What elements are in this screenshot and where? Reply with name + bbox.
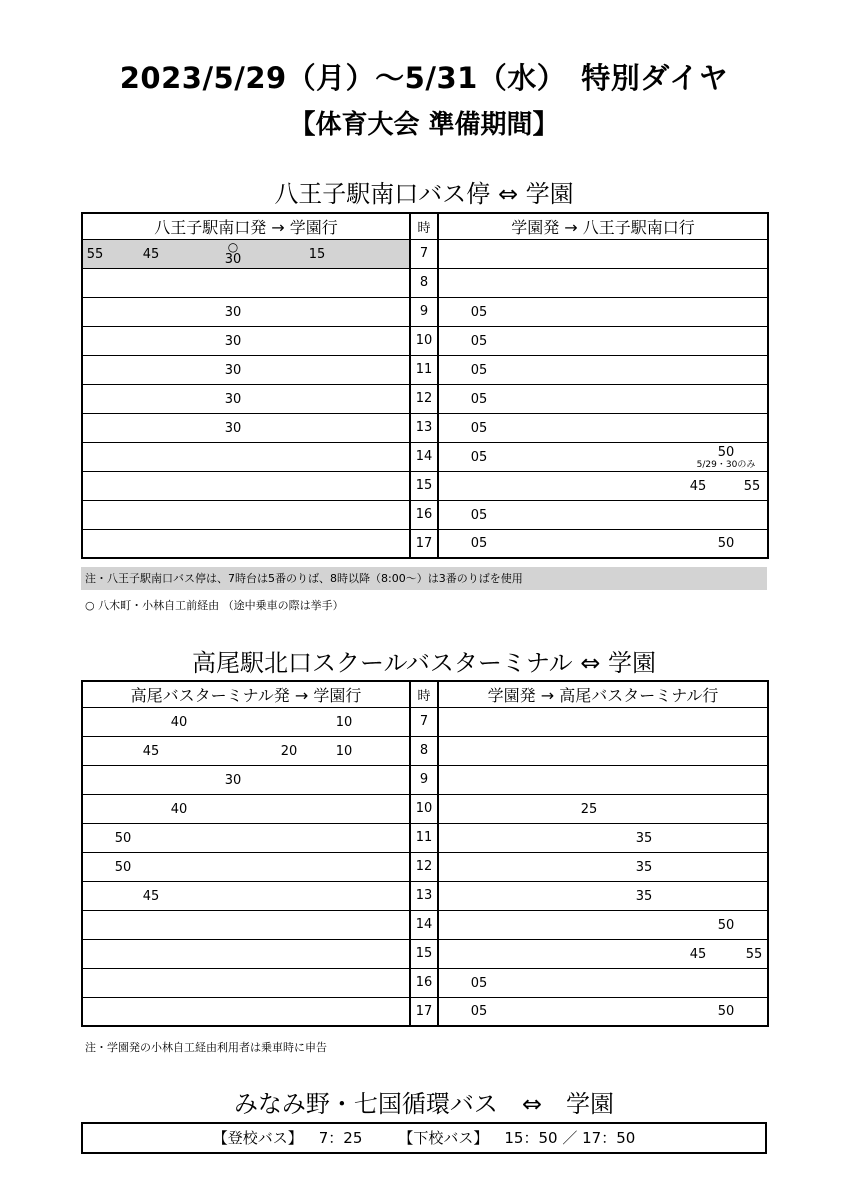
time-minute: 40 xyxy=(170,801,188,817)
inbound-times-cell xyxy=(438,268,768,297)
table-row xyxy=(82,939,768,968)
school-in-label: 【登校バス】 xyxy=(212,1129,303,1147)
section-title-circle-bus: みなみ野・七国循環バス ⇔ 学園 xyxy=(233,1090,615,1118)
table-row xyxy=(82,736,768,765)
time-minute: 15 xyxy=(308,246,326,262)
table-row xyxy=(82,500,768,529)
departure-time xyxy=(636,861,653,874)
departure-time xyxy=(471,977,488,990)
departure-time xyxy=(225,422,242,435)
departure-time xyxy=(471,1005,488,1018)
time-minute: 30 xyxy=(224,251,242,267)
section-title-hachioji: 八王子駅南口バス停 ⇔ 学園 xyxy=(274,180,574,208)
departure-time xyxy=(690,480,707,493)
departure-time xyxy=(336,745,353,758)
inbound-times-cell xyxy=(438,910,768,939)
hour-cell: 10 xyxy=(410,794,438,823)
time-footnote: 5/29・30のみ xyxy=(696,459,756,470)
inbound-times-cell xyxy=(438,384,768,413)
time-minute: 05 xyxy=(470,536,488,552)
circle-bus-times xyxy=(81,1122,767,1154)
hour-cell: 8 xyxy=(410,268,438,297)
outbound-times-cell xyxy=(82,881,410,910)
departure-time xyxy=(336,716,353,729)
right-column-header: 学園発 → 八王子駅南口行 xyxy=(438,213,768,239)
departure-time xyxy=(471,364,488,377)
time-minute: 45 xyxy=(142,246,160,262)
hour-cell: 12 xyxy=(410,384,438,413)
hour-cell: 16 xyxy=(410,968,438,997)
departure-time xyxy=(718,919,735,932)
hour-cell: 9 xyxy=(410,765,438,794)
time-minute: 05 xyxy=(470,449,488,465)
hour-cell: 15 xyxy=(410,939,438,968)
inbound-times-cell xyxy=(438,736,768,765)
departure-time xyxy=(697,446,756,470)
time-minute: 10 xyxy=(335,714,353,730)
inbound-times-cell xyxy=(438,881,768,910)
note-stop-info: 注・八王子駅南口バス停は、7時台は5番のりば、8時以降（8:00～）は3番のりばを使用 xyxy=(81,567,767,590)
inbound-times-cell xyxy=(438,997,768,1026)
hour-cell: 17 xyxy=(410,997,438,1026)
departure-time xyxy=(581,803,598,816)
table-row xyxy=(82,529,768,558)
time-minute: 30 xyxy=(224,420,242,436)
departure-time xyxy=(471,537,488,550)
time-minute: 55 xyxy=(745,946,763,962)
hour-column-header: 時 xyxy=(410,681,438,707)
departure-time xyxy=(225,774,242,787)
table-row xyxy=(82,384,768,413)
inbound-times-cell xyxy=(438,442,768,471)
inbound-times-cell xyxy=(438,794,768,823)
time-minute: 35 xyxy=(635,830,653,846)
time-minute: 30 xyxy=(224,362,242,378)
time-minute: 50 xyxy=(114,859,132,875)
time-minute: 30 xyxy=(224,333,242,349)
inbound-times-cell xyxy=(438,355,768,384)
departure-time xyxy=(87,248,104,261)
departure-time xyxy=(471,306,488,319)
time-minute: 45 xyxy=(142,743,160,759)
table-row xyxy=(82,794,768,823)
outbound-times-cell xyxy=(82,852,410,881)
departure-time xyxy=(718,1005,735,1018)
outbound-times-cell xyxy=(82,765,410,794)
timetable-takao xyxy=(81,680,769,1027)
time-minute: 25 xyxy=(580,801,598,817)
outbound-times-cell xyxy=(82,413,410,442)
page-subtitle: 【体育大会 準備期間】 xyxy=(289,110,559,140)
left-column-header: 高尾バスターミナル発 → 学園行 xyxy=(82,681,410,707)
outbound-times-cell xyxy=(82,736,410,765)
note-kobayashi: 注・学園発の小林自工経由利用者は乗車時に申告 xyxy=(85,1041,327,1054)
left-column-header: 八王子駅南口発 → 学園行 xyxy=(82,213,410,239)
hour-cell: 13 xyxy=(410,413,438,442)
time-minute: 30 xyxy=(224,304,242,320)
outbound-times-cell xyxy=(82,355,410,384)
route-mark-icon: ○ xyxy=(227,239,239,254)
hour-cell: 10 xyxy=(410,326,438,355)
school-out-label: 【下校バス】 xyxy=(398,1129,489,1147)
outbound-times-cell xyxy=(82,326,410,355)
time-minute: 55 xyxy=(743,478,761,494)
outbound-times-cell xyxy=(82,910,410,939)
departure-time xyxy=(636,832,653,845)
outbound-times-cell xyxy=(82,707,410,736)
time-minute: 50 xyxy=(717,536,735,552)
outbound-times-cell xyxy=(82,471,410,500)
departure-time xyxy=(143,745,160,758)
inbound-times-cell xyxy=(438,765,768,794)
time-minute: 35 xyxy=(635,859,653,875)
inbound-times-cell xyxy=(438,823,768,852)
table-row xyxy=(82,471,768,500)
hour-cell: 14 xyxy=(410,442,438,471)
time-minute: 05 xyxy=(470,304,488,320)
departure-time xyxy=(115,861,132,874)
outbound-times-cell xyxy=(82,968,410,997)
inbound-times-cell xyxy=(438,529,768,558)
table-row xyxy=(82,326,768,355)
outbound-times-cell xyxy=(82,794,410,823)
departure-time xyxy=(718,537,735,550)
table-row xyxy=(82,765,768,794)
time-minute: 45 xyxy=(142,888,160,904)
hour-cell: 15 xyxy=(410,471,438,500)
table-row xyxy=(82,239,768,268)
time-minute: 50 xyxy=(717,444,735,460)
time-minute: 10 xyxy=(335,743,353,759)
table-row xyxy=(82,968,768,997)
timetable-hachioji xyxy=(81,212,769,559)
table-row xyxy=(82,707,768,736)
hour-cell: 17 xyxy=(410,529,438,558)
outbound-times-cell xyxy=(82,442,410,471)
departure-time xyxy=(471,451,488,464)
hour-cell: 7 xyxy=(410,707,438,736)
section-title-takao: 高尾駅北口スクールバスターミナル ⇔ 学園 xyxy=(191,649,656,677)
time-minute: 20 xyxy=(280,743,298,759)
departure-time xyxy=(471,393,488,406)
departure-time xyxy=(225,393,242,406)
inbound-times-cell xyxy=(438,239,768,268)
time-minute: 05 xyxy=(470,507,488,523)
departure-time xyxy=(143,890,160,903)
time-minute: 50 xyxy=(114,830,132,846)
departure-time xyxy=(171,716,188,729)
departure-time xyxy=(143,248,160,261)
time-minute: 50 xyxy=(717,917,735,933)
school-out-times: 15：50 ／ 17：50 xyxy=(504,1129,636,1147)
outbound-times-cell xyxy=(82,500,410,529)
table-row xyxy=(82,413,768,442)
time-minute: 30 xyxy=(224,772,242,788)
outbound-times-cell xyxy=(82,297,410,326)
departure-time xyxy=(224,239,242,267)
departure-time xyxy=(636,890,653,903)
table-row xyxy=(82,297,768,326)
time-minute: 05 xyxy=(470,333,488,349)
outbound-times-cell xyxy=(82,529,410,558)
departure-time xyxy=(690,948,707,961)
outbound-times-cell xyxy=(82,268,410,297)
inbound-times-cell xyxy=(438,500,768,529)
hour-column-header: 時 xyxy=(410,213,438,239)
table-row xyxy=(82,881,768,910)
inbound-times-cell xyxy=(438,968,768,997)
departure-time xyxy=(471,335,488,348)
departure-time xyxy=(115,832,132,845)
hour-cell: 8 xyxy=(410,736,438,765)
table-row xyxy=(82,268,768,297)
departure-time xyxy=(225,335,242,348)
hour-cell: 13 xyxy=(410,881,438,910)
time-minute: 05 xyxy=(470,420,488,436)
outbound-times-cell xyxy=(82,939,410,968)
time-minute: 05 xyxy=(470,391,488,407)
departure-time xyxy=(225,306,242,319)
time-minute: 40 xyxy=(170,714,188,730)
departure-time xyxy=(471,422,488,435)
inbound-times-cell xyxy=(438,852,768,881)
table-row xyxy=(82,823,768,852)
time-minute: 55 xyxy=(86,246,104,262)
right-column-header: 学園発 → 高尾バスターミナル行 xyxy=(438,681,768,707)
time-minute: 35 xyxy=(635,888,653,904)
outbound-times-cell xyxy=(82,384,410,413)
departure-time xyxy=(281,745,298,758)
inbound-times-cell xyxy=(438,939,768,968)
departure-time xyxy=(171,803,188,816)
page-title: 2023/5/29（月）～5/31（水） 特別ダイヤ xyxy=(119,61,729,95)
departure-time xyxy=(471,509,488,522)
hour-cell: 11 xyxy=(410,823,438,852)
time-minute: 05 xyxy=(470,975,488,991)
departure-time xyxy=(225,364,242,377)
departure-time xyxy=(309,248,326,261)
inbound-times-cell xyxy=(438,707,768,736)
table-row xyxy=(82,442,768,471)
school-in-time: 7：25 xyxy=(318,1129,363,1147)
table-row xyxy=(82,852,768,881)
hour-cell: 7 xyxy=(410,239,438,268)
time-minute: 05 xyxy=(470,1004,488,1020)
outbound-times-cell xyxy=(82,239,410,268)
time-minute: 45 xyxy=(689,478,707,494)
hour-cell: 12 xyxy=(410,852,438,881)
time-minute: 05 xyxy=(470,362,488,378)
outbound-times-cell xyxy=(82,823,410,852)
hour-cell: 11 xyxy=(410,355,438,384)
departure-time xyxy=(746,948,763,961)
departure-time xyxy=(744,480,761,493)
hour-cell: 9 xyxy=(410,297,438,326)
outbound-times-cell xyxy=(82,997,410,1026)
inbound-times-cell xyxy=(438,297,768,326)
hour-cell: 16 xyxy=(410,500,438,529)
hour-cell: 14 xyxy=(410,910,438,939)
table-row xyxy=(82,355,768,384)
time-minute: 45 xyxy=(689,946,707,962)
time-minute: 30 xyxy=(224,391,242,407)
time-minute: 50 xyxy=(717,1004,735,1020)
inbound-times-cell xyxy=(438,413,768,442)
inbound-times-cell xyxy=(438,326,768,355)
note-route-mark: ○ 八木町・小林自工前経由 （途中乗車の際は挙手） xyxy=(85,599,344,612)
table-row xyxy=(82,997,768,1026)
table-row xyxy=(82,910,768,939)
inbound-times-cell xyxy=(438,471,768,500)
